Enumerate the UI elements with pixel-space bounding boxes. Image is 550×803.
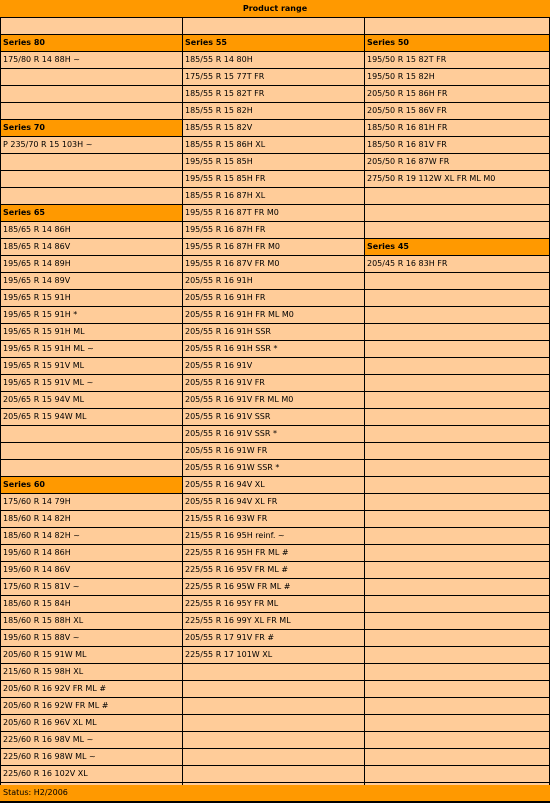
empty-cell <box>365 630 549 646</box>
tire-size-cell: 195/55 R 16 87H FR <box>183 222 364 238</box>
tire-size-cell: 175/55 R 15 77T FR <box>183 69 364 85</box>
tire-size-cell: 185/65 R 14 86V <box>1 239 182 255</box>
series-header: Series 50 <box>365 35 549 51</box>
empty-cell <box>365 375 549 391</box>
tire-size-cell: 215/55 R 16 95H reinf. ~ <box>183 528 364 544</box>
empty-cell <box>365 409 549 425</box>
tire-size-cell: 205/65 R 15 94W ML <box>1 409 182 425</box>
empty-cell <box>365 698 549 714</box>
empty-cell <box>365 358 549 374</box>
empty-cell <box>365 647 549 663</box>
empty-cell <box>365 188 549 204</box>
tire-size-cell: P 235/70 R 15 103H ~ <box>1 137 182 153</box>
empty-cell <box>183 715 364 731</box>
empty-cell <box>365 477 549 493</box>
tire-size-cell: 195/50 R 15 82T FR <box>365 52 549 68</box>
empty-cell <box>1 460 182 476</box>
tire-size-cell: 205/55 R 16 94V XL FR <box>183 494 364 510</box>
status-footer: Status: H2/2006 <box>0 785 550 801</box>
empty-cell <box>365 222 549 238</box>
tire-size-cell: 195/65 R 15 91H ML ~ <box>1 341 182 357</box>
tire-size-cell: 225/60 R 16 102V XL <box>1 766 182 782</box>
tire-size-cell: 205/55 R 16 91H <box>183 273 364 289</box>
series-header: Series 70 <box>1 120 182 136</box>
tire-size-cell: 205/55 R 16 91H FR ML M0 <box>183 307 364 323</box>
tire-size-cell: 185/55 R 16 87H XL <box>183 188 364 204</box>
tire-size-cell: 205/55 R 16 91V FR ML M0 <box>183 392 364 408</box>
series-header: Series 45 <box>365 239 549 255</box>
table-title: Product range <box>0 0 550 17</box>
tire-size-cell: 195/50 R 15 82H <box>365 69 549 85</box>
tire-size-cell: 185/60 R 14 82H ~ <box>1 528 182 544</box>
empty-cell <box>365 307 549 323</box>
tire-size-cell: 195/55 R 15 85H FR <box>183 171 364 187</box>
series-header: Series 80 <box>1 35 182 51</box>
empty-cell <box>365 460 549 476</box>
tire-size-cell: 225/55 R 16 99Y XL FR ML <box>183 613 364 629</box>
tire-size-cell: 175/60 R 15 81V ~ <box>1 579 182 595</box>
tire-size-cell: 205/65 R 15 94V ML <box>1 392 182 408</box>
tire-size-cell: 195/60 R 14 86H <box>1 545 182 561</box>
tire-size-cell: 195/55 R 16 87H FR M0 <box>183 239 364 255</box>
tire-size-cell: 225/55 R 17 101W XL <box>183 647 364 663</box>
empty-cell <box>1 103 182 119</box>
tire-size-cell: 195/65 R 15 91H * <box>1 307 182 323</box>
empty-cell <box>1 154 182 170</box>
tire-size-cell: 225/55 R 16 95H FR ML # <box>183 545 364 561</box>
tire-size-cell: 185/55 R 15 82H <box>183 103 364 119</box>
empty-cell <box>365 341 549 357</box>
tire-size-cell: 205/55 R 16 91V SSR * <box>183 426 364 442</box>
empty-cell <box>365 290 549 306</box>
empty-cell <box>365 511 549 527</box>
empty-cell <box>365 494 549 510</box>
tire-size-cell: 195/55 R 16 87T FR M0 <box>183 205 364 221</box>
tire-size-cell: 205/50 R 15 86V FR <box>365 103 549 119</box>
tire-size-cell: 185/55 R 15 86H XL <box>183 137 364 153</box>
empty-cell <box>365 596 549 612</box>
empty-cell <box>365 205 549 221</box>
empty-cell <box>365 324 549 340</box>
empty-cell <box>365 579 549 595</box>
tire-size-cell: 185/55 R 14 80H <box>183 52 364 68</box>
tire-size-cell: 195/65 R 14 89V <box>1 273 182 289</box>
empty-cell <box>183 732 364 748</box>
tire-size-cell: 205/60 R 16 92V FR ML # <box>1 681 182 697</box>
tire-size-cell: 205/55 R 16 91W SSR * <box>183 460 364 476</box>
tire-size-cell: 205/55 R 16 91H SSR * <box>183 341 364 357</box>
empty-cell <box>365 426 549 442</box>
empty-cell <box>365 681 549 697</box>
tire-size-cell: 195/65 R 15 91V ML ~ <box>1 375 182 391</box>
tire-size-cell: 185/50 R 16 81V FR <box>365 137 549 153</box>
tire-size-cell: 205/60 R 16 96V XL ML <box>1 715 182 731</box>
tire-size-cell: 195/60 R 15 88V ~ <box>1 630 182 646</box>
empty-cell <box>365 528 549 544</box>
empty-cell <box>183 664 364 680</box>
tire-size-cell: 205/55 R 16 91V FR <box>183 375 364 391</box>
empty-cell <box>183 681 364 697</box>
tire-size-cell: 185/55 R 15 82T FR <box>183 86 364 102</box>
empty-cell <box>183 749 364 765</box>
tire-size-cell: 205/45 R 16 83H FR <box>365 256 549 272</box>
empty-cell <box>365 732 549 748</box>
series-header: Series 65 <box>1 205 182 221</box>
tire-size-cell: 205/55 R 17 91V FR # <box>183 630 364 646</box>
tire-size-cell: 225/60 R 16 98W ML ~ <box>1 749 182 765</box>
empty-cell <box>365 664 549 680</box>
tire-size-cell: 225/55 R 16 95Y FR ML <box>183 596 364 612</box>
empty-cell <box>365 715 549 731</box>
tire-size-cell: 195/65 R 15 91V ML <box>1 358 182 374</box>
empty-cell <box>365 273 549 289</box>
series-header: Series 60 <box>1 477 182 493</box>
tire-size-cell: 195/65 R 15 91H ML <box>1 324 182 340</box>
tire-size-cell: 205/55 R 16 91V SSR <box>183 409 364 425</box>
tire-size-cell: 185/50 R 16 81H FR <box>365 120 549 136</box>
empty-cell <box>365 766 549 782</box>
tire-size-cell: 215/55 R 16 93W FR <box>183 511 364 527</box>
empty-cell <box>1 443 182 459</box>
empty-cell <box>365 443 549 459</box>
empty-cell <box>1 188 182 204</box>
empty-cell <box>365 749 549 765</box>
tire-size-cell: 185/60 R 15 84H <box>1 596 182 612</box>
tire-size-cell: 195/65 R 15 91H <box>1 290 182 306</box>
tire-size-cell: 205/55 R 16 91H FR <box>183 290 364 306</box>
empty-cell <box>1 69 182 85</box>
tire-size-cell: 185/60 R 15 88H XL <box>1 613 182 629</box>
empty-cell <box>183 18 364 34</box>
tire-size-cell: 225/55 R 16 95V FR ML # <box>183 562 364 578</box>
tire-size-cell: 275/50 R 19 112W XL FR ML M0 <box>365 171 549 187</box>
tire-size-cell: 205/55 R 16 91W FR <box>183 443 364 459</box>
empty-cell <box>1 18 182 34</box>
tire-size-cell: 205/50 R 15 86H FR <box>365 86 549 102</box>
tire-size-cell: 205/60 R 16 92W FR ML # <box>1 698 182 714</box>
tire-size-cell: 185/60 R 14 82H <box>1 511 182 527</box>
empty-cell <box>365 18 549 34</box>
tire-size-cell: 195/55 R 16 87V FR M0 <box>183 256 364 272</box>
empty-cell <box>183 766 364 782</box>
empty-cell <box>365 392 549 408</box>
tire-size-cell: 175/80 R 14 88H ~ <box>1 52 182 68</box>
empty-cell <box>365 545 549 561</box>
empty-cell <box>365 613 549 629</box>
tire-size-cell: 225/60 R 16 98V ML ~ <box>1 732 182 748</box>
tire-size-cell: 195/65 R 14 89H <box>1 256 182 272</box>
empty-cell <box>365 562 549 578</box>
tire-size-cell: 205/60 R 15 91W ML <box>1 647 182 663</box>
empty-cell <box>1 171 182 187</box>
empty-cell <box>1 426 182 442</box>
tire-size-cell: 225/55 R 16 95W FR ML # <box>183 579 364 595</box>
tire-size-cell: 195/55 R 15 85H <box>183 154 364 170</box>
tire-size-cell: 175/60 R 14 79H <box>1 494 182 510</box>
tire-size-cell: 195/60 R 14 86V <box>1 562 182 578</box>
tire-size-cell: 205/55 R 16 91H SSR <box>183 324 364 340</box>
tire-size-cell: 215/60 R 15 98H XL <box>1 664 182 680</box>
tire-size-cell: 185/55 R 15 82V <box>183 120 364 136</box>
tire-size-cell: 205/50 R 16 87W FR <box>365 154 549 170</box>
series-header: Series 55 <box>183 35 364 51</box>
tire-size-cell: 205/55 R 16 94V XL <box>183 477 364 493</box>
empty-cell <box>183 698 364 714</box>
empty-cell <box>1 86 182 102</box>
tire-size-cell: 205/55 R 16 91V <box>183 358 364 374</box>
tire-size-cell: 185/65 R 14 86H <box>1 222 182 238</box>
